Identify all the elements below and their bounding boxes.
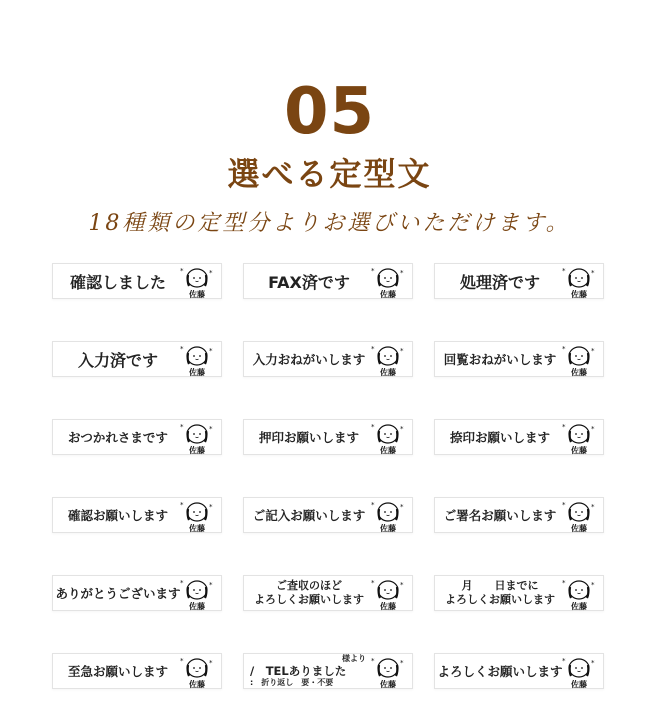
- character-mark: [179, 500, 215, 532]
- character-face-icon: [370, 344, 406, 368]
- sparkle-icon: *: [400, 659, 404, 667]
- stamp-name: 佐藤: [189, 524, 205, 533]
- character-mark: [370, 422, 406, 454]
- character-face-icon: [179, 500, 215, 524]
- character-mark: [561, 500, 597, 532]
- sparkle-icon: *: [371, 657, 375, 665]
- stamp-option: [243, 263, 413, 299]
- sparkle-icon: *: [209, 347, 213, 355]
- character-face-icon: [561, 500, 597, 524]
- character-face-icon: [179, 266, 215, 290]
- character-face-icon: [179, 578, 215, 602]
- stamp-option: [434, 263, 604, 299]
- stamp-option: [243, 341, 413, 377]
- sparkle-icon: *: [180, 267, 184, 275]
- character-mark: [179, 422, 215, 454]
- stamp-text-line: 確認しました: [69, 272, 166, 292]
- character-face-icon: [179, 422, 215, 446]
- character-face-icon: [179, 344, 215, 368]
- stamp-name: 佐藤: [189, 602, 205, 611]
- character-mark: [179, 344, 215, 376]
- character-face-icon: [561, 656, 597, 680]
- stamp-text-line: 入力おねがいします: [252, 352, 366, 367]
- character-mark: [561, 578, 597, 610]
- character-mark: [370, 500, 406, 532]
- stamp-text: [250, 654, 368, 688]
- character-mark: [370, 344, 406, 376]
- stamp-option: [434, 341, 604, 377]
- character-face-icon: [561, 422, 597, 446]
- stamp-text: [250, 342, 368, 376]
- stamp-option: [243, 575, 413, 611]
- stamp-option: [52, 263, 222, 299]
- stamp-text: [59, 420, 177, 454]
- sparkle-icon: *: [371, 579, 375, 587]
- character-mark: [370, 656, 406, 688]
- character-mark: [370, 266, 406, 298]
- section-title: 選べる定型文: [227, 155, 432, 193]
- sparkle-icon: *: [180, 345, 184, 353]
- stamp-option: [52, 575, 222, 611]
- stamp-name: 佐藤: [571, 602, 587, 611]
- stamp-name: 佐藤: [189, 446, 205, 455]
- stamp-name: 佐藤: [571, 290, 587, 299]
- stamp-text: [250, 264, 368, 298]
- stamp-text-line: よろしくお願いします: [437, 664, 563, 679]
- stamp-name: 佐藤: [380, 290, 396, 299]
- stamp-name: 佐藤: [380, 602, 396, 611]
- stamp-text: [437, 654, 563, 688]
- stamp-option: [434, 575, 604, 611]
- character-mark: [179, 656, 215, 688]
- sparkle-icon: *: [209, 503, 213, 511]
- sparkle-icon: *: [591, 659, 595, 667]
- character-face-icon: [370, 500, 406, 524]
- character-face-icon: [370, 656, 406, 680]
- stamp-text-line: 入力済です: [77, 350, 158, 370]
- sparkle-icon: *: [371, 423, 375, 431]
- stamp-text: [59, 342, 177, 376]
- stamp-name: 佐藤: [380, 446, 396, 455]
- stamp-text: [441, 264, 559, 298]
- sparkle-icon: *: [209, 581, 213, 589]
- sparkle-icon: *: [371, 345, 375, 353]
- stamp-option: [52, 497, 222, 533]
- character-face-icon: [179, 656, 215, 680]
- sparkle-icon: *: [400, 581, 404, 589]
- stamp-name: 佐藤: [189, 368, 205, 377]
- sparkle-icon: *: [591, 347, 595, 355]
- stamp-text-line: ご査収のほど: [276, 579, 342, 592]
- stamp-option: [243, 497, 413, 533]
- stamp-name: 佐藤: [571, 524, 587, 533]
- stamp-text: [441, 420, 559, 454]
- sparkle-icon: *: [400, 503, 404, 511]
- stamp-text-line: 捺印お願いします: [449, 430, 550, 445]
- stamp-option: [434, 653, 604, 689]
- sparkle-icon: *: [591, 503, 595, 511]
- stamp-text: [55, 576, 181, 610]
- sparkle-icon: *: [562, 579, 566, 587]
- sparkle-icon: *: [591, 425, 595, 433]
- stamp-option: [52, 419, 222, 455]
- stamp-option: [52, 341, 222, 377]
- stamp-text-line: おつかれさまです: [68, 430, 168, 445]
- sparkle-icon: *: [591, 581, 595, 589]
- stamp-text-line: よろしくお願いします: [254, 593, 364, 606]
- stamp-text: [59, 654, 177, 688]
- stamp-text: [250, 576, 368, 610]
- stamp-name: 佐藤: [380, 680, 396, 689]
- sparkle-icon: *: [562, 657, 566, 665]
- sparkle-icon: *: [209, 659, 213, 667]
- stamp-name: 佐藤: [571, 368, 587, 377]
- number-label: 05: [283, 75, 376, 149]
- character-face-icon: [370, 422, 406, 446]
- stamp-text: [441, 498, 559, 532]
- sparkle-icon: *: [180, 501, 184, 509]
- sparkle-icon: *: [180, 423, 184, 431]
- stamp-text-line: FAX済です: [268, 272, 350, 292]
- stamp-name: 佐藤: [189, 680, 205, 689]
- stamp-name: 佐藤: [571, 446, 587, 455]
- stamp-text: [441, 342, 559, 376]
- stamp-text-line: 確認お願いします: [67, 508, 168, 523]
- stamp-option: [243, 419, 413, 455]
- sparkle-icon: *: [209, 425, 213, 433]
- character-mark: [179, 266, 215, 298]
- stamp-name: 佐藤: [380, 524, 396, 533]
- sparkle-icon: *: [180, 579, 184, 587]
- stamp-text: [59, 264, 177, 298]
- sparkle-icon: *: [371, 501, 375, 509]
- stamp-text: [441, 576, 559, 610]
- stamp-text-line: / TELありました: [250, 664, 347, 678]
- stamp-text-line: よろしくお願いします: [445, 593, 555, 606]
- sparkle-icon: *: [562, 423, 566, 431]
- stamp-option: [243, 653, 413, 689]
- stamp-text-line: 処理済です: [459, 272, 540, 292]
- stamp-option: [434, 497, 604, 533]
- character-face-icon: [561, 266, 597, 290]
- stamp-text: [59, 498, 177, 532]
- character-mark: [561, 656, 597, 688]
- sparkle-icon: *: [562, 267, 566, 275]
- stamp-option: [434, 419, 604, 455]
- character-mark: [561, 422, 597, 454]
- sparkle-icon: *: [400, 425, 404, 433]
- stamp-text-line: 押印お願いします: [258, 430, 359, 445]
- stamp-text-line: 様より: [342, 654, 366, 663]
- stamp-text: [250, 498, 368, 532]
- character-mark: [179, 578, 215, 610]
- character-mark: [561, 344, 597, 376]
- stamp-text-line: ありがとうございます: [55, 586, 181, 601]
- sparkle-icon: *: [400, 347, 404, 355]
- character-face-icon: [370, 578, 406, 602]
- stamp-name: 佐藤: [571, 680, 587, 689]
- character-face-icon: [561, 344, 597, 368]
- sparkle-icon: *: [562, 501, 566, 509]
- stamp-option: [52, 653, 222, 689]
- character-mark: [561, 266, 597, 298]
- character-face-icon: [370, 266, 406, 290]
- sparkle-icon: *: [371, 267, 375, 275]
- stamp-text-line: 月 日までに: [461, 579, 539, 592]
- stamp-name: 佐藤: [380, 368, 396, 377]
- character-mark: [370, 578, 406, 610]
- stamp-text-line: 回覧おねがいします: [443, 352, 557, 367]
- stamp-name: 佐藤: [189, 290, 205, 299]
- character-face-icon: [561, 578, 597, 602]
- stamp-text-line: ご署名お願いします: [443, 508, 557, 523]
- stamp-text: [250, 420, 368, 454]
- stamp-text-line: : 折り返し 要・不要: [250, 678, 334, 687]
- sparkle-icon: *: [180, 657, 184, 665]
- sparkle-icon: *: [591, 269, 595, 277]
- sparkle-icon: *: [562, 345, 566, 353]
- stamp-text-line: 至急お願いします: [67, 664, 168, 679]
- stamp-text-line: ご記入お願いします: [252, 508, 366, 523]
- sparkle-icon: *: [209, 269, 213, 277]
- sparkle-icon: *: [400, 269, 404, 277]
- section-subtitle: 18種類の定型分よりお選びいただけます。: [88, 211, 571, 236]
